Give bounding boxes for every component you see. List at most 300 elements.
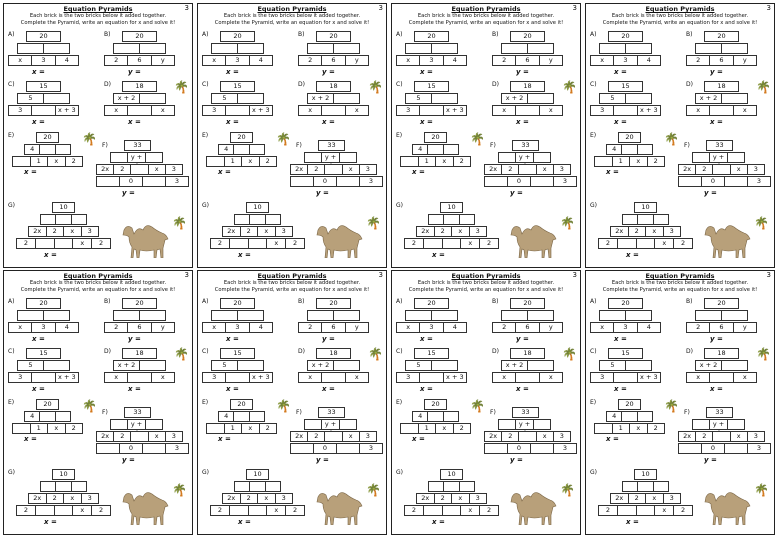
- pyramid-g-row3-brick: 2x: [28, 226, 47, 237]
- pyramid-c-mid-brick: 5: [17, 93, 44, 104]
- part-label: E): [8, 399, 15, 406]
- pyramid-g-top-brick: 10: [440, 469, 463, 480]
- worksheet-title: Equation Pyramids: [63, 272, 133, 280]
- pyramid-f-mid-brick: y +: [127, 152, 145, 163]
- pyramid-c-bottom-brick: x + 3: [249, 372, 273, 383]
- part-label: F): [490, 142, 496, 149]
- part-label: A): [590, 298, 597, 305]
- pyramid-g-bottom-brick: 2: [479, 505, 499, 516]
- pyramid-f-bottom-brick: [484, 176, 508, 187]
- palm-tree-icon: 🌴: [368, 80, 383, 94]
- worksheet-page: [391, 3, 581, 268]
- answer-y: y =: [322, 68, 335, 76]
- pyramid-b-top-brick: 20: [704, 298, 739, 309]
- pyramid-a-bottom-brick: x: [396, 322, 420, 333]
- pyramid-b-mid: [501, 310, 554, 321]
- pyramid-g-top: [634, 469, 657, 480]
- part-label: D): [298, 348, 305, 355]
- pyramid-f-top: [706, 407, 733, 418]
- palm-tree-icon: 🌴: [174, 80, 189, 94]
- pyramid-a-top-brick: 20: [26, 31, 61, 42]
- page-number: 3: [378, 271, 383, 279]
- pyramid-f-row3-brick: 2x: [678, 164, 696, 175]
- pyramid-e-mid-brick: 4: [24, 144, 40, 155]
- pyramid-c-mid-brick: 5: [211, 93, 238, 104]
- pyramid-e-top-brick: 20: [424, 132, 447, 143]
- palm-tree-icon: 🌴: [366, 216, 381, 230]
- pyramid-f-mid-brick: [498, 419, 516, 430]
- pyramid-e-mid-brick: [427, 144, 443, 155]
- pyramid-a-top: [26, 298, 61, 309]
- part-label: B): [104, 31, 111, 38]
- pyramid-f-top-brick: 33: [318, 407, 345, 418]
- part-label: A): [590, 31, 597, 38]
- pyramid-e-bottom: [206, 423, 277, 434]
- pyramid-c-bottom: [396, 372, 467, 383]
- pyramid-c-bottom: [590, 372, 661, 383]
- answer-y: y =: [510, 456, 523, 464]
- pyramid-g-bottom-brick: 2: [210, 238, 230, 249]
- pyramid-f-top: [706, 140, 733, 151]
- pyramid-f-bottom-brick: [96, 176, 120, 187]
- pyramid-c-top-brick: 15: [26, 81, 61, 92]
- answer-y: y =: [510, 189, 523, 197]
- pyramid-b-top-brick: 20: [510, 298, 545, 309]
- pyramid-c-top: [414, 81, 449, 92]
- answer-y: y =: [316, 456, 329, 464]
- pyramid-b-bottom-brick: 6: [515, 55, 539, 66]
- answer-x: x =: [226, 385, 239, 393]
- pyramid-g-top: [634, 202, 657, 213]
- pyramid-g-bottom-brick: x: [654, 238, 674, 249]
- pyramid-d-mid: [307, 360, 360, 371]
- pyramid-g-bottom-brick: x: [72, 505, 92, 516]
- camel-illustration: [314, 487, 366, 525]
- pyramid-f-mid-brick: y +: [321, 419, 339, 430]
- pyramid-a-bottom-brick: 4: [249, 322, 273, 333]
- pyramid-g-row3-brick: 2: [240, 226, 259, 237]
- pyramid-f-mid-brick: [692, 152, 710, 163]
- pyramid-g-bottom-brick: 2: [16, 238, 36, 249]
- pyramid-a-bottom-brick: x: [590, 322, 614, 333]
- pyramid-e-top-brick: 20: [618, 399, 641, 410]
- pyramid-e-top: [230, 132, 253, 143]
- pyramid-f-bottom-brick: [484, 443, 508, 454]
- part-label: D): [104, 81, 111, 88]
- pyramid-d-mid-brick: x + 2: [695, 93, 722, 104]
- part-label: E): [202, 132, 209, 139]
- pyramid-b-bottom: [686, 55, 757, 66]
- part-label: B): [686, 31, 693, 38]
- pyramid-c-bottom-brick: [419, 372, 443, 383]
- part-label: A): [8, 298, 15, 305]
- pyramid-g-row3-brick: x: [63, 493, 82, 504]
- pyramid-c-mid: [599, 93, 652, 104]
- pyramid-a-top: [26, 31, 61, 42]
- pyramid-c-top: [26, 81, 61, 92]
- pyramid-f-row3-brick: 2: [695, 164, 713, 175]
- pyramid-e-bottom-brick: [12, 156, 31, 167]
- pyramid-b-mid-brick: [307, 43, 334, 54]
- pyramid-g-row3-brick: 2: [46, 493, 65, 504]
- part-label: B): [492, 298, 499, 305]
- pyramid-f-row3: [96, 431, 183, 442]
- pyramid-d-bottom-brick: [127, 105, 151, 116]
- palm-tree-icon: 🌴: [368, 347, 383, 361]
- pyramid-f-mid: [110, 152, 163, 163]
- pyramid-g-top-brick: 10: [634, 469, 657, 480]
- pyramid-g-row2-brick: [71, 481, 87, 492]
- pyramid-a-mid: [405, 43, 458, 54]
- pyramid-d-mid: [501, 360, 554, 371]
- pyramid-g-bottom-brick: [35, 505, 55, 516]
- part-label: B): [686, 298, 693, 305]
- answer-x: x =: [614, 118, 627, 126]
- pyramid-g-bottom: [210, 238, 305, 249]
- answer-y: y =: [704, 189, 717, 197]
- pyramid-d-top: [316, 81, 351, 92]
- pyramid-e-mid-brick: [39, 411, 55, 422]
- pyramid-d-bottom-brick: [515, 372, 539, 383]
- pyramid-f-bottom-brick: 3: [165, 443, 189, 454]
- pyramid-g-bottom-brick: 2: [673, 505, 693, 516]
- worksheet-page: [197, 270, 387, 535]
- answer-x: x =: [516, 385, 529, 393]
- pyramid-f-row3-brick: 3: [359, 164, 377, 175]
- pyramid-b-top-brick: 20: [122, 31, 157, 42]
- answer-y: y =: [710, 335, 723, 343]
- pyramid-g-row3: [222, 226, 293, 237]
- pyramid-e-top: [36, 132, 59, 143]
- pyramid-c-mid-brick: [43, 93, 70, 104]
- pyramid-f-bottom-brick: 0: [313, 176, 337, 187]
- palm-tree-icon: 🌴: [82, 399, 97, 413]
- pyramid-e-bottom-brick: [206, 156, 225, 167]
- pyramid-f-mid-brick: [145, 419, 163, 430]
- instruction-line-1: Each brick is the two bricks below it added together.: [29, 280, 167, 286]
- pyramid-a-top: [414, 298, 449, 309]
- pyramid-f-row3: [484, 164, 571, 175]
- pyramid-c-bottom-brick: 3: [396, 105, 420, 116]
- pyramid-c-bottom-brick: 3: [202, 105, 226, 116]
- answer-y: y =: [128, 68, 141, 76]
- part-label: D): [686, 81, 693, 88]
- pyramid-e-mid-brick: [443, 144, 459, 155]
- pyramid-c-mid-brick: 5: [599, 360, 626, 371]
- pyramid-g-bottom-brick: 2: [285, 238, 305, 249]
- part-label: F): [296, 142, 302, 149]
- pyramid-f-row3-brick: x: [730, 431, 748, 442]
- pyramid-e-mid-brick: [249, 144, 265, 155]
- pyramid-f-row3-brick: 2: [307, 164, 325, 175]
- pyramid-b-top: [704, 298, 739, 309]
- pyramid-d-top-brick: 18: [122, 81, 157, 92]
- answer-x: x =: [412, 435, 425, 443]
- pyramid-c-mid-brick: [625, 93, 652, 104]
- pyramid-e-mid-brick: [55, 411, 71, 422]
- answer-x: x =: [606, 168, 619, 176]
- pyramid-c-bottom: [396, 105, 467, 116]
- pyramid-b-top: [704, 31, 739, 42]
- pyramid-a-mid-brick: [211, 310, 238, 321]
- pyramid-e-mid-brick: [637, 144, 653, 155]
- pyramid-a-bottom-brick: 4: [249, 55, 273, 66]
- pyramid-d-bottom-brick: x: [733, 105, 757, 116]
- pyramid-e-bottom-brick: 1: [30, 156, 49, 167]
- pyramid-g-top: [440, 469, 463, 480]
- pyramid-f-row3-brick: [130, 431, 148, 442]
- pyramid-f-top-brick: 33: [706, 140, 733, 151]
- pyramid-f-mid: [692, 152, 745, 163]
- answer-y: y =: [516, 68, 529, 76]
- pyramid-b-bottom-brick: y: [345, 55, 369, 66]
- pyramid-c-bottom-brick: x + 3: [249, 105, 273, 116]
- part-label: F): [102, 409, 108, 416]
- answer-y: y =: [322, 335, 335, 343]
- pyramid-d-mid-brick: x + 2: [501, 360, 528, 371]
- pyramid-d-bottom-brick: x: [492, 372, 516, 383]
- pyramid-a-mid: [599, 310, 652, 321]
- worksheet-title: Equation Pyramids: [451, 5, 521, 13]
- pyramid-f-bottom-brick: 0: [119, 443, 143, 454]
- pyramid-a-top-brick: 20: [608, 31, 643, 42]
- pyramid-e-bottom-brick: x: [435, 423, 454, 434]
- pyramid-g-top: [246, 202, 269, 213]
- pyramid-e-bottom: [12, 423, 83, 434]
- pyramid-f-top-brick: 33: [512, 407, 539, 418]
- pyramid-a-mid-brick: [405, 43, 432, 54]
- answer-x: x =: [218, 168, 231, 176]
- part-label: E): [202, 399, 209, 406]
- pyramid-g-bottom-brick: x: [72, 238, 92, 249]
- pyramid-g-row2: [622, 481, 669, 492]
- answer-y: y =: [128, 335, 141, 343]
- pyramid-e-mid-brick: 4: [606, 411, 622, 422]
- pyramid-f-mid-brick: [145, 152, 163, 163]
- pyramid-c-mid-brick: [237, 93, 264, 104]
- instruction-line-1: Each brick is the two bricks below it added together.: [29, 13, 167, 19]
- pyramid-b-mid-brick: [695, 43, 722, 54]
- part-label: B): [104, 298, 111, 305]
- pyramid-f-row3-brick: 2: [113, 164, 131, 175]
- pyramid-c-mid-brick: 5: [17, 360, 44, 371]
- worksheet-page: [585, 270, 775, 535]
- pyramid-e-mid: [606, 144, 653, 155]
- pyramid-f-bottom-brick: 3: [359, 176, 383, 187]
- answer-x: x =: [44, 518, 57, 526]
- pyramid-g-row3-brick: 3: [663, 226, 682, 237]
- pyramid-e-bottom-brick: 2: [647, 156, 666, 167]
- pyramid-d-mid-brick: x + 2: [501, 93, 528, 104]
- instruction-line-2: Complete the Pyramid, write an equation for x and solve it!: [408, 287, 564, 293]
- pyramid-f-bottom: [678, 443, 771, 454]
- pyramid-g-row2: [622, 214, 669, 225]
- pyramid-f-mid-brick: [533, 152, 551, 163]
- instructions: [392, 13, 580, 27]
- pyramid-e-bottom-brick: x: [435, 156, 454, 167]
- pyramid-g-bottom-brick: [636, 238, 656, 249]
- pyramid-c-bottom-brick: x + 3: [637, 372, 661, 383]
- pyramid-d-bottom: [492, 105, 563, 116]
- part-label: C): [202, 348, 209, 355]
- pyramid-e-bottom-brick: x: [629, 423, 648, 434]
- pyramid-d-mid-brick: [139, 360, 166, 371]
- pyramid-c-bottom: [8, 105, 79, 116]
- part-label: F): [296, 409, 302, 416]
- answer-x: x =: [710, 385, 723, 393]
- answer-x: x =: [420, 335, 433, 343]
- pyramid-e-mid-brick: 4: [412, 411, 428, 422]
- pyramid-a-mid: [599, 43, 652, 54]
- answer-x: x =: [606, 435, 619, 443]
- pyramid-d-bottom-brick: x: [298, 372, 322, 383]
- pyramid-g-bottom: [598, 238, 693, 249]
- pyramid-a-top-brick: 20: [220, 298, 255, 309]
- pyramid-f-mid-brick: y +: [515, 419, 533, 430]
- pyramid-c-mid: [211, 93, 264, 104]
- pyramid-a-top-brick: 20: [414, 31, 449, 42]
- pyramid-d-bottom-brick: x: [686, 105, 710, 116]
- pyramid-g-bottom: [16, 238, 111, 249]
- pyramid-d-mid-brick: [333, 93, 360, 104]
- answer-x: x =: [322, 385, 335, 393]
- pyramid-f-bottom-brick: [142, 176, 166, 187]
- pyramid-f-row3-brick: 3: [553, 431, 571, 442]
- pyramid-f-row3: [678, 164, 765, 175]
- pyramid-e-bottom-brick: x: [47, 156, 66, 167]
- pyramid-e-mid-brick: [621, 411, 637, 422]
- pyramid-g-bottom-brick: 2: [673, 238, 693, 249]
- pyramid-b-mid: [113, 310, 166, 321]
- pyramid-f-bottom: [290, 443, 383, 454]
- pyramid-f-row3-brick: [712, 164, 730, 175]
- page-number: 3: [766, 4, 771, 12]
- pyramid-g-row2-brick: [622, 481, 638, 492]
- pyramid-b-mid: [307, 310, 360, 321]
- pyramid-f-bottom-brick: 0: [701, 176, 725, 187]
- pyramid-a-mid-brick: [431, 310, 458, 321]
- pyramid-a-bottom-brick: 4: [443, 322, 467, 333]
- pyramid-c-top-brick: 15: [220, 81, 255, 92]
- pyramid-g-bottom-brick: x: [266, 238, 286, 249]
- part-label: A): [202, 298, 209, 305]
- answer-x: x =: [32, 118, 45, 126]
- pyramid-c-bottom-brick: x + 3: [637, 105, 661, 116]
- worksheet-title: Equation Pyramids: [257, 272, 327, 280]
- pyramid-f-row3-brick: 3: [747, 164, 765, 175]
- pyramid-d-mid-brick: [527, 360, 554, 371]
- part-label: G): [202, 469, 209, 476]
- palm-tree-icon: 🌴: [562, 80, 577, 94]
- pyramid-g-bottom-brick: [229, 238, 249, 249]
- pyramid-f-bottom-brick: [96, 443, 120, 454]
- pyramid-g-bottom: [404, 238, 499, 249]
- pyramid-d-bottom: [492, 372, 563, 383]
- camel-illustration: [120, 487, 172, 525]
- pyramid-g-row3: [416, 493, 487, 504]
- answer-y: y =: [122, 189, 135, 197]
- pyramid-d-bottom-brick: [515, 105, 539, 116]
- pyramid-g-bottom: [404, 505, 499, 516]
- pyramid-g-bottom-brick: [636, 505, 656, 516]
- pyramid-a-top-brick: 20: [414, 298, 449, 309]
- pyramid-g-bottom: [210, 505, 305, 516]
- pyramid-b-bottom-brick: y: [345, 322, 369, 333]
- pyramid-e-bottom-brick: 2: [65, 156, 84, 167]
- pyramid-f-bottom-brick: 0: [507, 443, 531, 454]
- pyramid-e-bottom-brick: 1: [612, 423, 631, 434]
- pyramid-g-row2-brick: [55, 214, 71, 225]
- instruction-line-2: Complete the Pyramid, write an equation for x and solve it!: [602, 287, 758, 293]
- page-number: 3: [184, 271, 189, 279]
- pyramid-g-top-brick: 10: [440, 202, 463, 213]
- page-number: 3: [378, 4, 383, 12]
- pyramid-d-bottom-brick: x: [151, 372, 175, 383]
- pyramid-c-mid-brick: 5: [211, 360, 238, 371]
- pyramid-d-top-brick: 18: [510, 81, 545, 92]
- part-label: A): [396, 31, 403, 38]
- pyramid-d-mid-brick: [333, 360, 360, 371]
- pyramid-c-mid-brick: 5: [599, 93, 626, 104]
- pyramid-b-bottom-brick: y: [151, 55, 175, 66]
- pyramid-c-top-brick: 15: [414, 81, 449, 92]
- pyramid-b-mid-brick: [307, 310, 334, 321]
- part-label: E): [8, 132, 15, 139]
- pyramid-c-bottom-brick: [613, 105, 637, 116]
- pyramid-g-top-brick: 10: [634, 202, 657, 213]
- part-label: E): [590, 132, 597, 139]
- part-label: G): [396, 202, 403, 209]
- pyramid-d-top-brick: 18: [316, 81, 351, 92]
- pyramid-g-row2-brick: [622, 214, 638, 225]
- pyramid-f-mid-brick: [692, 419, 710, 430]
- pyramid-a-top-brick: 20: [26, 298, 61, 309]
- pyramid-d-mid-brick: x + 2: [695, 360, 722, 371]
- answer-x: x =: [238, 251, 251, 259]
- pyramid-g-bottom-brick: [617, 238, 637, 249]
- pyramid-b-top-brick: 20: [316, 31, 351, 42]
- pyramid-e-mid-brick: [55, 144, 71, 155]
- pyramid-g-row3-brick: 2: [240, 493, 259, 504]
- pyramid-f-row3-brick: 2x: [96, 164, 114, 175]
- pyramid-a-bottom: [396, 55, 467, 66]
- pyramid-e-top-brick: 20: [618, 132, 641, 143]
- pyramid-d-bottom-brick: x: [151, 105, 175, 116]
- pyramid-a-top: [220, 31, 255, 42]
- pyramid-f-row3-brick: 3: [747, 431, 765, 442]
- pyramid-e-bottom-brick: 1: [418, 156, 437, 167]
- pyramid-f-bottom-brick: 3: [165, 176, 189, 187]
- pyramid-g-row2: [234, 481, 281, 492]
- page-number: 3: [572, 271, 577, 279]
- pyramid-c-mid: [599, 360, 652, 371]
- instruction-line-2: Complete the Pyramid, write an equation for x and solve it!: [20, 20, 176, 26]
- pyramid-c-bottom-brick: x + 3: [55, 105, 79, 116]
- pyramid-d-mid-brick: [721, 93, 748, 104]
- pyramid-a-bottom-brick: x: [202, 322, 226, 333]
- pyramid-c-mid: [405, 360, 458, 371]
- pyramid-g-row2: [40, 481, 87, 492]
- pyramid-c-mid-brick: [431, 360, 458, 371]
- pyramid-g-row3-brick: 3: [275, 226, 294, 237]
- pyramid-b-bottom-brick: 2: [492, 322, 516, 333]
- pyramid-f-row3-brick: [324, 164, 342, 175]
- pyramid-d-bottom-brick: x: [345, 105, 369, 116]
- pyramid-f-row3-brick: [324, 431, 342, 442]
- part-label: G): [8, 469, 15, 476]
- pyramid-f-mid-brick: [533, 419, 551, 430]
- pyramid-e-mid-brick: 4: [412, 144, 428, 155]
